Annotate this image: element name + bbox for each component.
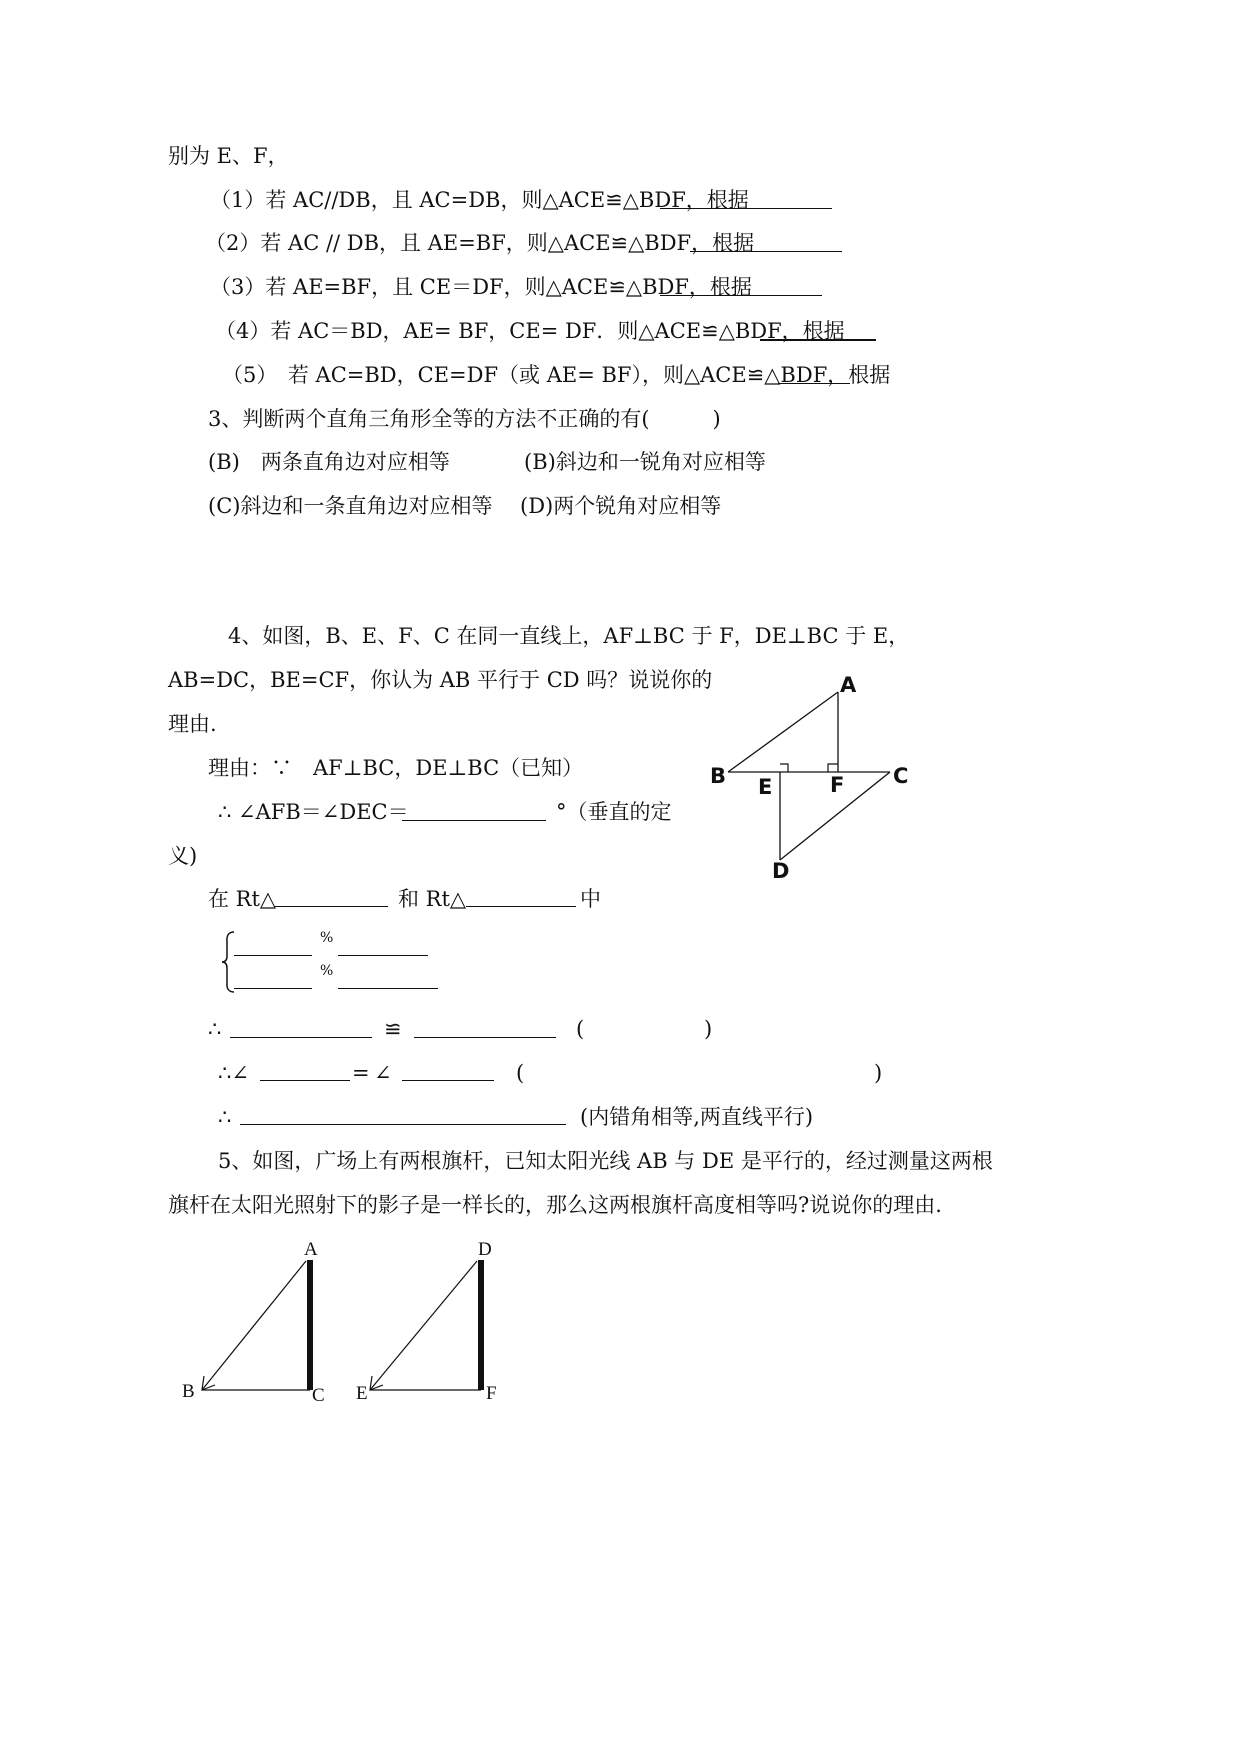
q4-therefore-3: ∴ xyxy=(218,1105,232,1129)
q4-stem-2: AB=DC，BE=CF，你认为 AB 平行于 CD 吗？说说你的 xyxy=(168,668,713,692)
fig2-label-b: B xyxy=(182,1381,195,1402)
q2-blank-2 xyxy=(690,251,842,252)
q2-item-2: （2）若 AC // DB，且 AE=BF，则△ACE≌△BDF，根据 xyxy=(205,231,755,255)
fig1-label-f: F xyxy=(830,773,845,797)
q4-eq-sign: = xyxy=(352,1061,370,1085)
q4-angle-2: ∠ xyxy=(374,1061,392,1085)
q4-rt-label-1: 在 Rt△ xyxy=(208,887,277,911)
fig1-label-d: D xyxy=(772,859,790,883)
q2-blank-1 xyxy=(660,208,832,209)
q2-item-1: （1）若 AC//DB，且 AC=DB，则△ACE≌△BDF，根据 xyxy=(210,188,749,212)
fig2-label-f: F xyxy=(486,1383,497,1404)
q3-option-b: (B)斜边和一锐角对应相等 xyxy=(524,450,766,474)
q4-reason-2-end: °（垂直的定 xyxy=(556,800,672,824)
q4-reason-2-wrap: 义) xyxy=(168,844,198,868)
q4-rt-label-3: 中 xyxy=(580,887,601,911)
fig1-label-e: E xyxy=(758,775,773,799)
q5-stem-2: 旗杆在太阳光照射下的影子是一样长的，那么这两根旗杆高度相等吗?说说你的理由. xyxy=(168,1193,942,1217)
q4-paren-open-2: ( xyxy=(516,1061,525,1085)
q3-stem: 3、判断两个直角三角形全等的方法不正确的有( ) xyxy=(208,407,721,431)
brace-blank-1b xyxy=(338,955,428,956)
brace-blank-2b xyxy=(338,988,438,989)
q4-paren-close-1: ) xyxy=(704,1017,713,1041)
q4-reason-1: 理由：∵ AF⊥BC，DE⊥BC（已知） xyxy=(208,756,584,780)
q4-blank-rt1 xyxy=(274,906,388,907)
figure-q4 xyxy=(700,670,920,890)
q4-angle-start: ∴∠ xyxy=(218,1061,249,1085)
brace-mark-1: % xyxy=(320,930,334,946)
q4-stem-3: 理由. xyxy=(168,712,217,736)
q3-option-a: (B) 两条直角边对应相等 xyxy=(208,450,450,474)
fig1-label-b: B xyxy=(710,764,727,788)
q2-blank-5 xyxy=(778,383,850,384)
q4-blank-angle xyxy=(402,820,546,821)
fig1-label-a: A xyxy=(840,673,857,697)
q4-paren-open-1: ( xyxy=(576,1017,585,1041)
brace-icon xyxy=(220,930,240,994)
brace-blank-1a xyxy=(234,955,312,956)
q5-stem-1: 5、如图，广场上有两根旗杆，已知太阳光线 AB 与 DE 是平行的，经过测量这两根 xyxy=(218,1149,993,1173)
intro-line: 别为 E、F， xyxy=(168,144,289,168)
q4-blank-tri1 xyxy=(230,1037,372,1038)
q2-blank-4 xyxy=(760,339,876,341)
fig2-label-d: D xyxy=(478,1239,492,1260)
q2-blank-3 xyxy=(660,295,822,296)
fig1-label-c: C xyxy=(893,764,909,788)
q4-blank-angle1 xyxy=(260,1080,350,1081)
brace-blank-2a xyxy=(234,988,312,989)
q4-cong-sign: ≌ xyxy=(384,1017,402,1041)
q3-option-d: (D)两个锐角对应相等 xyxy=(520,494,722,518)
q2-item-4: （4）若 AC＝BD，AE= BF，CE= DF．则△ACE≌△BDF，根据 xyxy=(215,319,845,343)
q4-blank-conclusion xyxy=(240,1124,566,1125)
q4-blank-tri2 xyxy=(414,1037,556,1038)
q4-stem-1: 4、如图，B、E、F、C 在同一直线上，AF⊥BC 于 F，DE⊥BC 于 E， xyxy=(228,624,910,648)
q2-item-5: （5） 若 AC=BD，CE=DF（或 AE= BF），则△ACE≌△BDF，根据 xyxy=(222,363,891,387)
fig2-label-a: A xyxy=(304,1239,318,1260)
fig2-label-e: E xyxy=(356,1383,368,1404)
q4-blank-angle2 xyxy=(402,1080,494,1081)
q4-paren-close-2: ) xyxy=(874,1061,883,1085)
q2-item-3: （3）若 AE=BF，且 CE＝DF，则△ACE≌△BDF，根据 xyxy=(210,275,752,299)
brace-mark-2: % xyxy=(320,963,334,979)
q3-option-c: (C)斜边和一条直角边对应相等 xyxy=(208,494,493,518)
q4-therefore-1: ∴ xyxy=(208,1017,222,1041)
q4-reason-2-start: ∴ ∠AFB＝∠DEC＝ xyxy=(218,800,409,824)
fig2-label-c: C xyxy=(312,1385,325,1406)
q4-blank-rt2 xyxy=(466,906,576,907)
figure-q5 xyxy=(170,1235,530,1415)
q4-final-reason: (内错角相等,两直线平行) xyxy=(580,1105,814,1129)
q4-rt-label-2: 和 Rt△ xyxy=(398,887,467,911)
